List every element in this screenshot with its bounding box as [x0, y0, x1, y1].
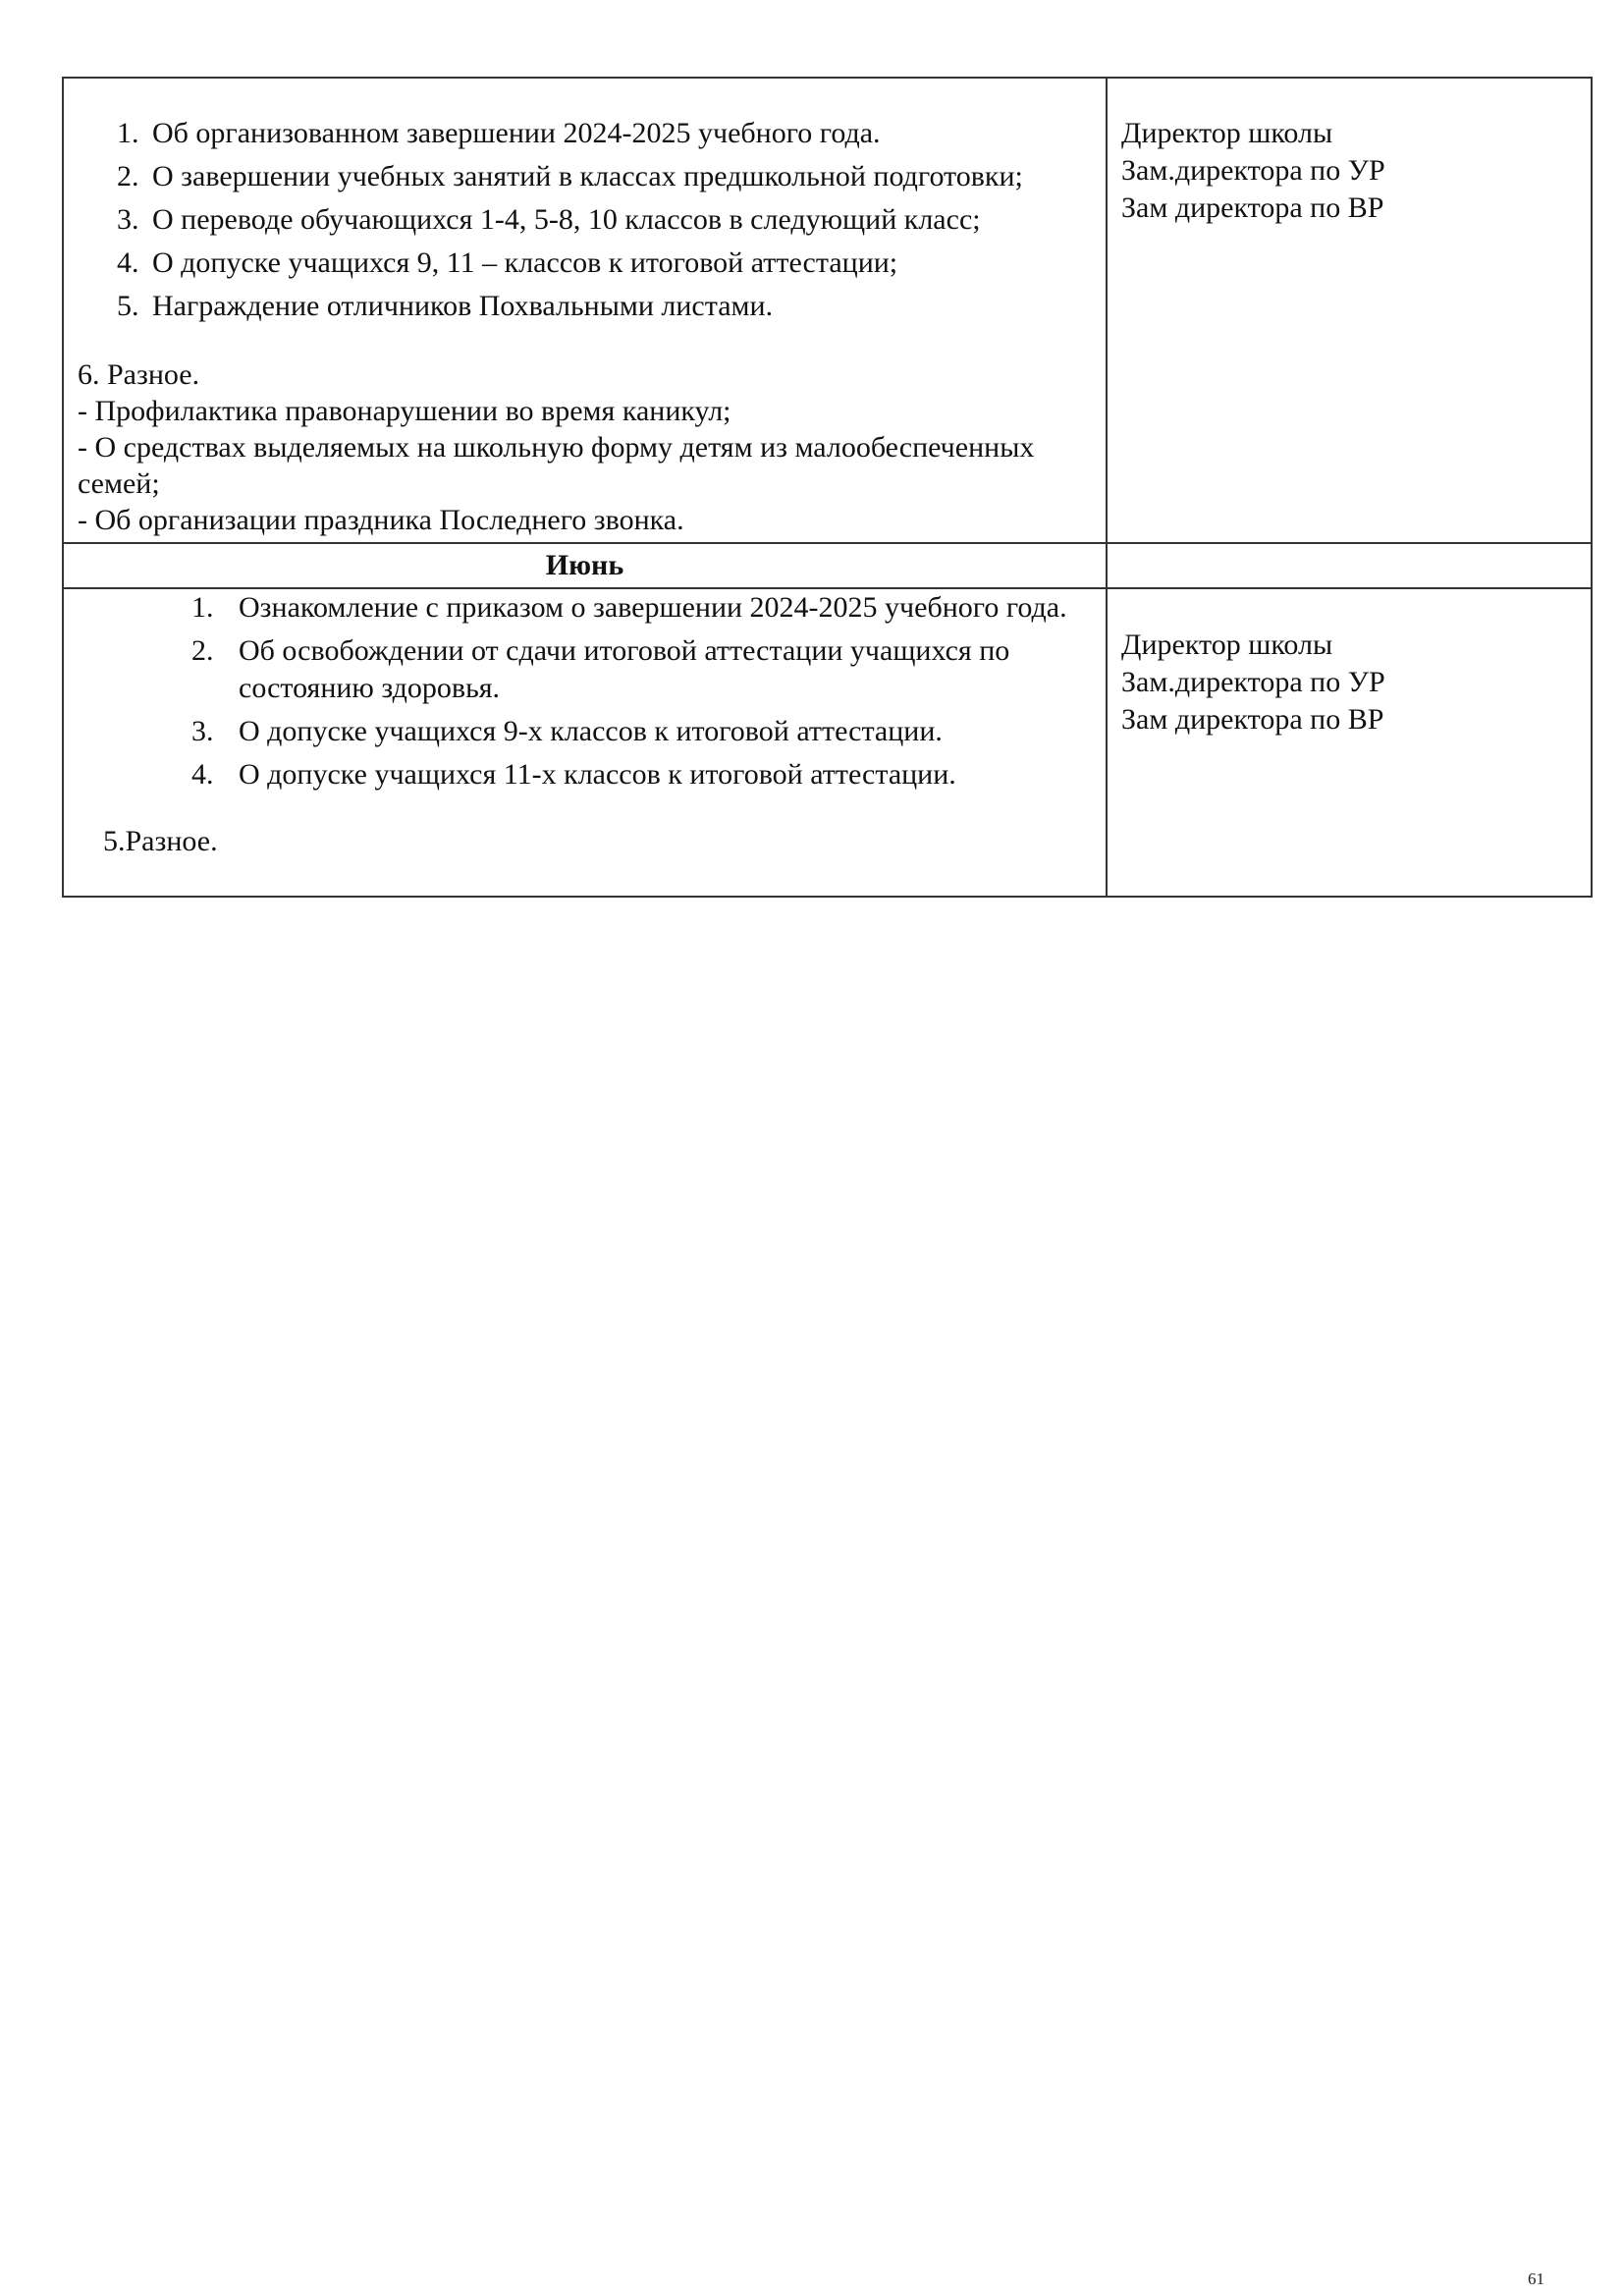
item-number: 1. [117, 117, 139, 149]
list-item [78, 756, 1092, 793]
list-item [78, 158, 1092, 195]
item-text: Об освобождении от сдачи итоговой аттестации учащихся по состоянию здоровья. [239, 634, 1010, 704]
item-text: Об организованном завершении 2024-2025 учебного года. [152, 117, 881, 149]
item-text: О допуске учащихся 11-х классов к итоговой аттестации. [239, 758, 956, 791]
misc-line: - О средствах выделяемых на школьную форму детям из малообеспеченных семей; [78, 431, 1035, 500]
plan-table [62, 77, 1593, 898]
month-row [63, 543, 1592, 588]
list-item [78, 288, 1092, 325]
misc-section [78, 356, 1092, 538]
month-header: Июнь [63, 543, 1107, 588]
item-text: Награждение отличников Похвальными листами. [152, 290, 774, 322]
agenda-cell [63, 78, 1107, 543]
responsible-cell [1107, 588, 1592, 897]
item-text: О допуске учащихся 9-х классов к итоговой аттестации. [239, 715, 943, 747]
responsible-person: Зам.директора по УР [1121, 154, 1385, 187]
responsible-person: Директор школы [1121, 629, 1333, 661]
item-text: О переводе обучающихся 1-4, 5-8, 10 классов в следующий класс; [152, 203, 981, 236]
list-item [78, 115, 1092, 152]
responsible-person: Зам.директора по УР [1121, 666, 1385, 698]
responsible-person: Зам директора по ВР [1121, 703, 1384, 736]
agenda-list [78, 115, 1092, 325]
item-text: О завершении учебных занятий в классах предшкольной подготовки; [152, 160, 1023, 192]
list-item [78, 245, 1092, 282]
responsible-cell [1107, 78, 1592, 543]
item-number: 3. [117, 203, 139, 236]
item-number: 5. [117, 290, 139, 322]
agenda-cell [63, 588, 1107, 897]
item-number: 2. [191, 634, 214, 667]
misc-line: - Об организации праздника Последнего звонка. [78, 504, 684, 536]
list-item [78, 713, 1092, 750]
list-item [78, 632, 1092, 707]
misc-line: - Профилактика правонарушении во время каникул; [78, 395, 731, 427]
month-header-empty [1107, 543, 1592, 588]
agenda-list [78, 589, 1092, 793]
misc-title: 6. Разное. [78, 358, 200, 391]
item-text: Ознакомление с приказом о завершении 2024-2025 учебного года. [239, 591, 1067, 624]
list-item [78, 201, 1092, 239]
responsible-person: Зам директора по ВР [1121, 191, 1384, 224]
responsible-person: Директор школы [1121, 117, 1333, 149]
item-number: 2. [117, 160, 139, 192]
page-number: 61 [1528, 2269, 1544, 2288]
misc-title: 5.Разное. [103, 825, 218, 857]
item-number: 4. [117, 246, 139, 279]
item-text: О допуске учащихся 9, 11 – классов к итоговой аттестации; [152, 246, 898, 279]
item-number: 1. [191, 591, 214, 624]
item-number: 3. [191, 715, 214, 747]
table-row [63, 78, 1592, 543]
item-number: 4. [191, 758, 214, 791]
table-row [63, 588, 1592, 897]
list-item [78, 589, 1092, 627]
